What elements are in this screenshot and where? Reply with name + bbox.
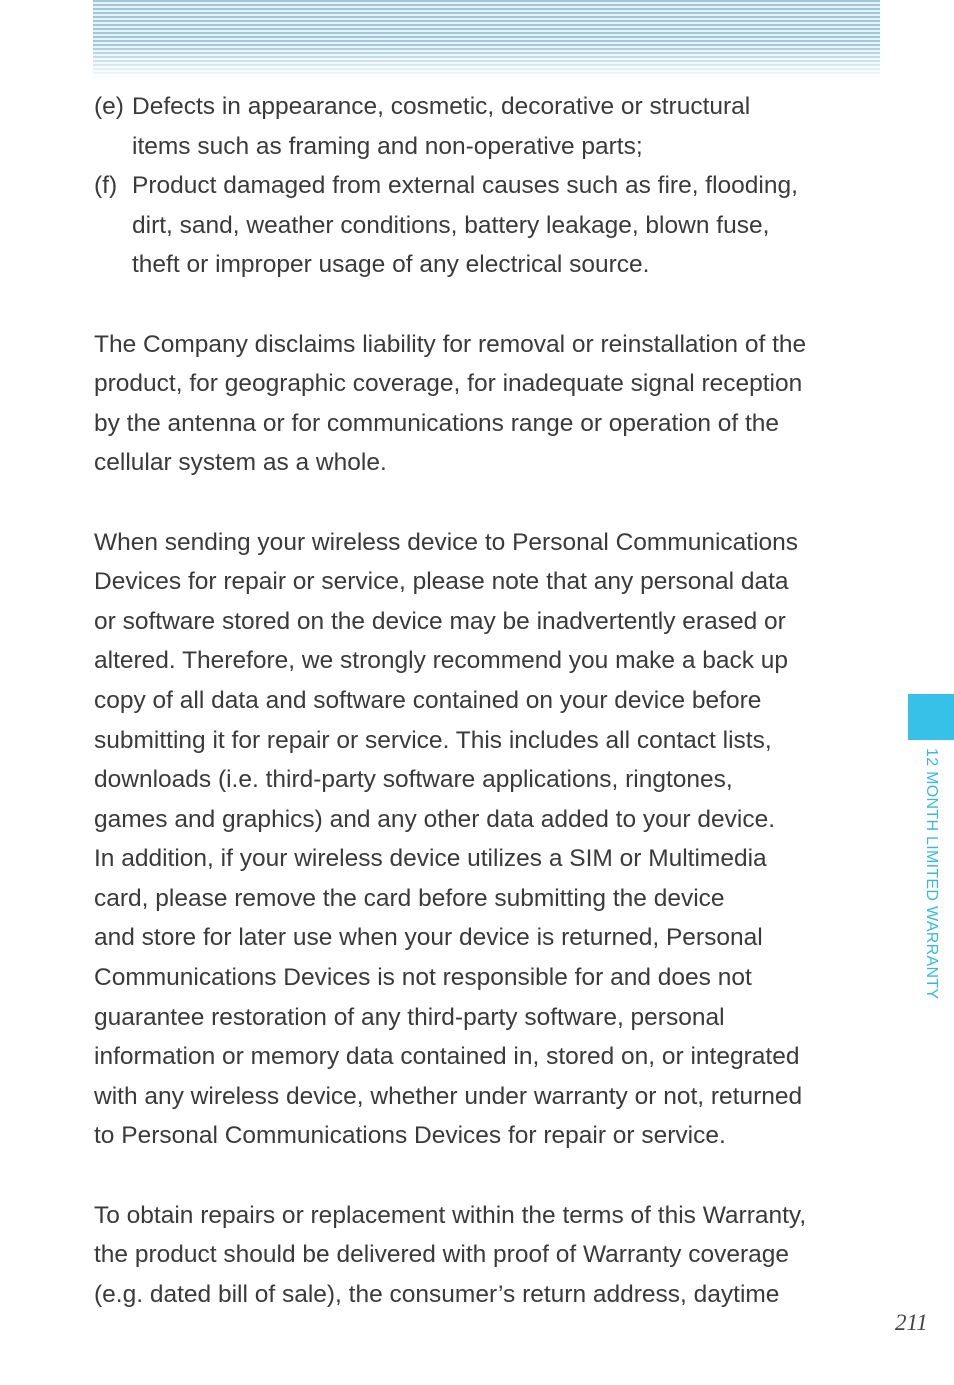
list-item-f — [94, 166, 894, 285]
paragraph-line: downloads (i.e. third-party software applications, ringtones, — [94, 766, 733, 794]
page-content — [94, 87, 894, 1314]
paragraph-line: To obtain repairs or replacement within the terms of this Warranty, — [94, 1201, 807, 1229]
paragraph-line: with any wireless device, whether under warranty or not, returned — [94, 1082, 803, 1110]
paragraph-line: product, for geographic coverage, for inadequate signal reception — [94, 370, 803, 398]
header-stripe-band — [93, 0, 880, 78]
paragraph-line: by the antenna or for communications range or operation of the — [94, 409, 780, 437]
list-line: dirt, sand, weather conditions, battery leakage, blown fuse, — [132, 211, 770, 239]
paragraph-line: or software stored on the device may be inadvertently erased or — [94, 607, 786, 635]
list-line: Product damaged from external causes such as fire, flooding, — [132, 172, 798, 200]
paragraph-line: The Company disclaims liability for removal or reinstallation of the — [94, 330, 807, 358]
paragraph-disclaimer — [94, 325, 894, 483]
list-marker: (e) — [94, 93, 124, 120]
paragraph-line: to Personal Communications Devices for repair or service. — [94, 1122, 726, 1150]
paragraph-repairs — [94, 1196, 894, 1315]
paragraph-data-notice — [94, 523, 894, 1157]
paragraph-line: (e.g. dated bill of sale), the consumer’s return address, daytime — [94, 1280, 780, 1308]
paragraph-line: Devices for repair or service, please note that any personal data — [94, 568, 789, 596]
paragraph-line: information or memory data contained in, stored on, or integrated — [94, 1043, 800, 1071]
paragraph-line: Communications Devices is not responsible for and does not — [94, 964, 752, 992]
list-line: theft or improper usage of any electrical source. — [132, 251, 650, 279]
paragraph-line: In addition, if your wireless device utilizes a SIM or Multimedia — [94, 845, 767, 873]
section-tab-marker — [908, 694, 954, 740]
paragraph-line: submitting it for repair or service. This includes all contact lists, — [94, 726, 772, 754]
paragraph-line: the product should be delivered with proof of Warranty coverage — [94, 1241, 790, 1269]
paragraph-line: When sending your wireless device to Personal Communications — [94, 528, 799, 556]
paragraph-line: cellular system as a whole. — [94, 449, 387, 477]
paragraph-line: games and graphics) and any other data added to your device. — [94, 805, 775, 833]
list-line: items such as framing and non-operative parts; — [132, 132, 643, 160]
paragraph-line: guarantee restoration of any third-party software, personal — [94, 1003, 725, 1031]
paragraph-line: and store for later use when your device is returned, Personal — [94, 924, 763, 952]
paragraph-line: card, please remove the card before submitting the device — [94, 884, 725, 912]
list-marker: (f) — [94, 172, 118, 200]
paragraph-line: altered. Therefore, we strongly recommend you make a back up — [94, 647, 789, 675]
list-line: Defects in appearance, cosmetic, decorative or structural — [132, 93, 751, 120]
page-number: 211 — [895, 1310, 928, 1335]
list-item-e — [94, 87, 894, 166]
header-fade — [93, 44, 880, 78]
section-side-label: 12 MONTH LIMITED WARRANTY — [923, 748, 940, 1000]
paragraph-line: copy of all data and software contained on your device before — [94, 686, 762, 714]
